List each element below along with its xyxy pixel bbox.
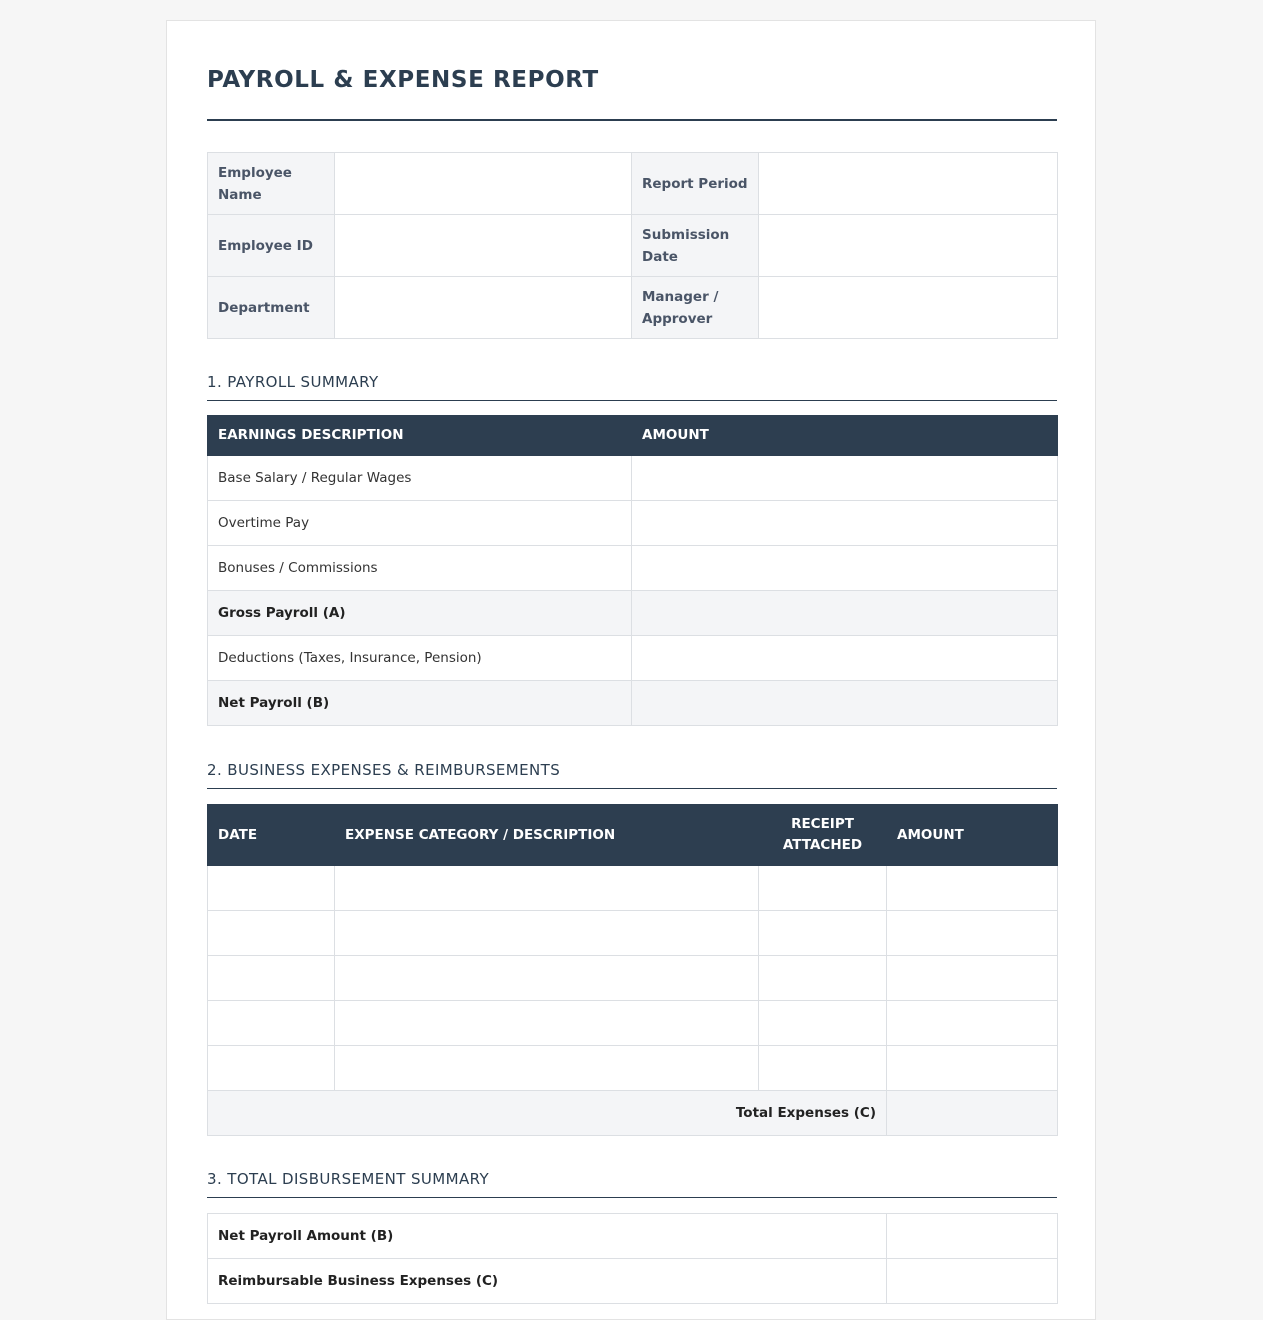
- report-period-label: Report Period: [632, 153, 759, 215]
- amount-cell[interactable]: [887, 956, 1058, 1001]
- expenses-header-row: [208, 805, 1058, 866]
- amount-cell[interactable]: [887, 866, 1058, 911]
- amount-cell[interactable]: [887, 1259, 1058, 1304]
- date-cell[interactable]: [208, 866, 335, 911]
- table-row: [208, 956, 1058, 1001]
- employee-id-field[interactable]: [335, 215, 632, 277]
- table-row: [208, 546, 1058, 591]
- employee-id-label: Employee ID: [208, 215, 335, 277]
- row-label: Reimbursable Business Expenses (C): [208, 1259, 887, 1304]
- department-label: Department: [208, 277, 335, 339]
- amount-cell[interactable]: [887, 1214, 1058, 1259]
- category-cell[interactable]: [335, 911, 759, 956]
- amount-cell[interactable]: [632, 546, 1058, 591]
- info-row: [208, 277, 1058, 339]
- report-period-field[interactable]: [759, 153, 1058, 215]
- title-divider: [207, 119, 1057, 121]
- total-row: [208, 1091, 1058, 1136]
- category-cell[interactable]: [335, 1046, 759, 1091]
- manager-field[interactable]: [759, 277, 1058, 339]
- amount-cell[interactable]: [887, 1001, 1058, 1046]
- date-header: DATE: [208, 805, 335, 866]
- disbursement-table: [207, 1213, 1058, 1304]
- payroll-table: [207, 415, 1058, 726]
- table-row: [208, 591, 1058, 636]
- row-label: Deductions (Taxes, Insurance, Pension): [208, 636, 632, 681]
- expenses-section-title: 2. BUSINESS EXPENSES & REIMBURSEMENTS: [207, 761, 1057, 789]
- table-row: [208, 1046, 1058, 1091]
- page-title: PAYROLL & EXPENSE REPORT: [207, 67, 599, 93]
- table-row: [208, 681, 1058, 726]
- category-cell[interactable]: [335, 1001, 759, 1046]
- receipt-cell[interactable]: [759, 1001, 887, 1046]
- payroll-section-title: 1. PAYROLL SUMMARY: [207, 373, 1057, 401]
- amount-cell[interactable]: [632, 591, 1058, 636]
- amount-header: AMOUNT: [887, 805, 1058, 866]
- row-label: Net Payroll Amount (B): [208, 1214, 887, 1259]
- amount-cell[interactable]: [632, 636, 1058, 681]
- amount-cell[interactable]: [632, 681, 1058, 726]
- table-row: [208, 1214, 1058, 1259]
- amount-cell[interactable]: [887, 911, 1058, 956]
- amount-cell[interactable]: [887, 1046, 1058, 1091]
- date-cell[interactable]: [208, 1001, 335, 1046]
- manager-label: Manager / Approver: [632, 277, 759, 339]
- receipt-cell[interactable]: [759, 1046, 887, 1091]
- date-cell[interactable]: [208, 911, 335, 956]
- total-expenses-cell[interactable]: [887, 1091, 1058, 1136]
- info-row: [208, 215, 1058, 277]
- row-label: Base Salary / Regular Wages: [208, 456, 632, 501]
- table-row: [208, 911, 1058, 956]
- receipt-cell[interactable]: [759, 956, 887, 1001]
- department-field[interactable]: [335, 277, 632, 339]
- employee-name-field[interactable]: [335, 153, 632, 215]
- table-row: [208, 1001, 1058, 1046]
- amount-cell[interactable]: [632, 456, 1058, 501]
- receipt-header: RECEIPT ATTACHED: [759, 805, 887, 866]
- expenses-table: [207, 804, 1058, 1136]
- amount-cell[interactable]: [632, 501, 1058, 546]
- disbursement-section-title: 3. TOTAL DISBURSEMENT SUMMARY: [207, 1170, 1057, 1198]
- info-row: [208, 153, 1058, 215]
- row-label: Net Payroll (B): [208, 681, 632, 726]
- employee-info-table: [207, 152, 1058, 339]
- receipt-cell[interactable]: [759, 866, 887, 911]
- table-row: [208, 501, 1058, 546]
- receipt-cell[interactable]: [759, 911, 887, 956]
- payroll-header-row: [208, 416, 1058, 456]
- table-row: [208, 866, 1058, 911]
- amount-header: AMOUNT: [632, 416, 1058, 456]
- table-row: [208, 1259, 1058, 1304]
- table-row: [208, 636, 1058, 681]
- row-label: Overtime Pay: [208, 501, 632, 546]
- row-label: Bonuses / Commissions: [208, 546, 632, 591]
- date-cell[interactable]: [208, 956, 335, 1001]
- category-cell[interactable]: [335, 866, 759, 911]
- total-expenses-label: Total Expenses (C): [208, 1091, 887, 1136]
- submission-date-label: Submission Date: [632, 215, 759, 277]
- earnings-description-header: EARNINGS DESCRIPTION: [208, 416, 632, 456]
- date-cell[interactable]: [208, 1046, 335, 1091]
- row-label: Gross Payroll (A): [208, 591, 632, 636]
- category-cell[interactable]: [335, 956, 759, 1001]
- submission-date-field[interactable]: [759, 215, 1058, 277]
- table-row: [208, 456, 1058, 501]
- category-header: EXPENSE CATEGORY / DESCRIPTION: [335, 805, 759, 866]
- employee-name-label: Employee Name: [208, 153, 335, 215]
- report-page: [166, 20, 1096, 1320]
